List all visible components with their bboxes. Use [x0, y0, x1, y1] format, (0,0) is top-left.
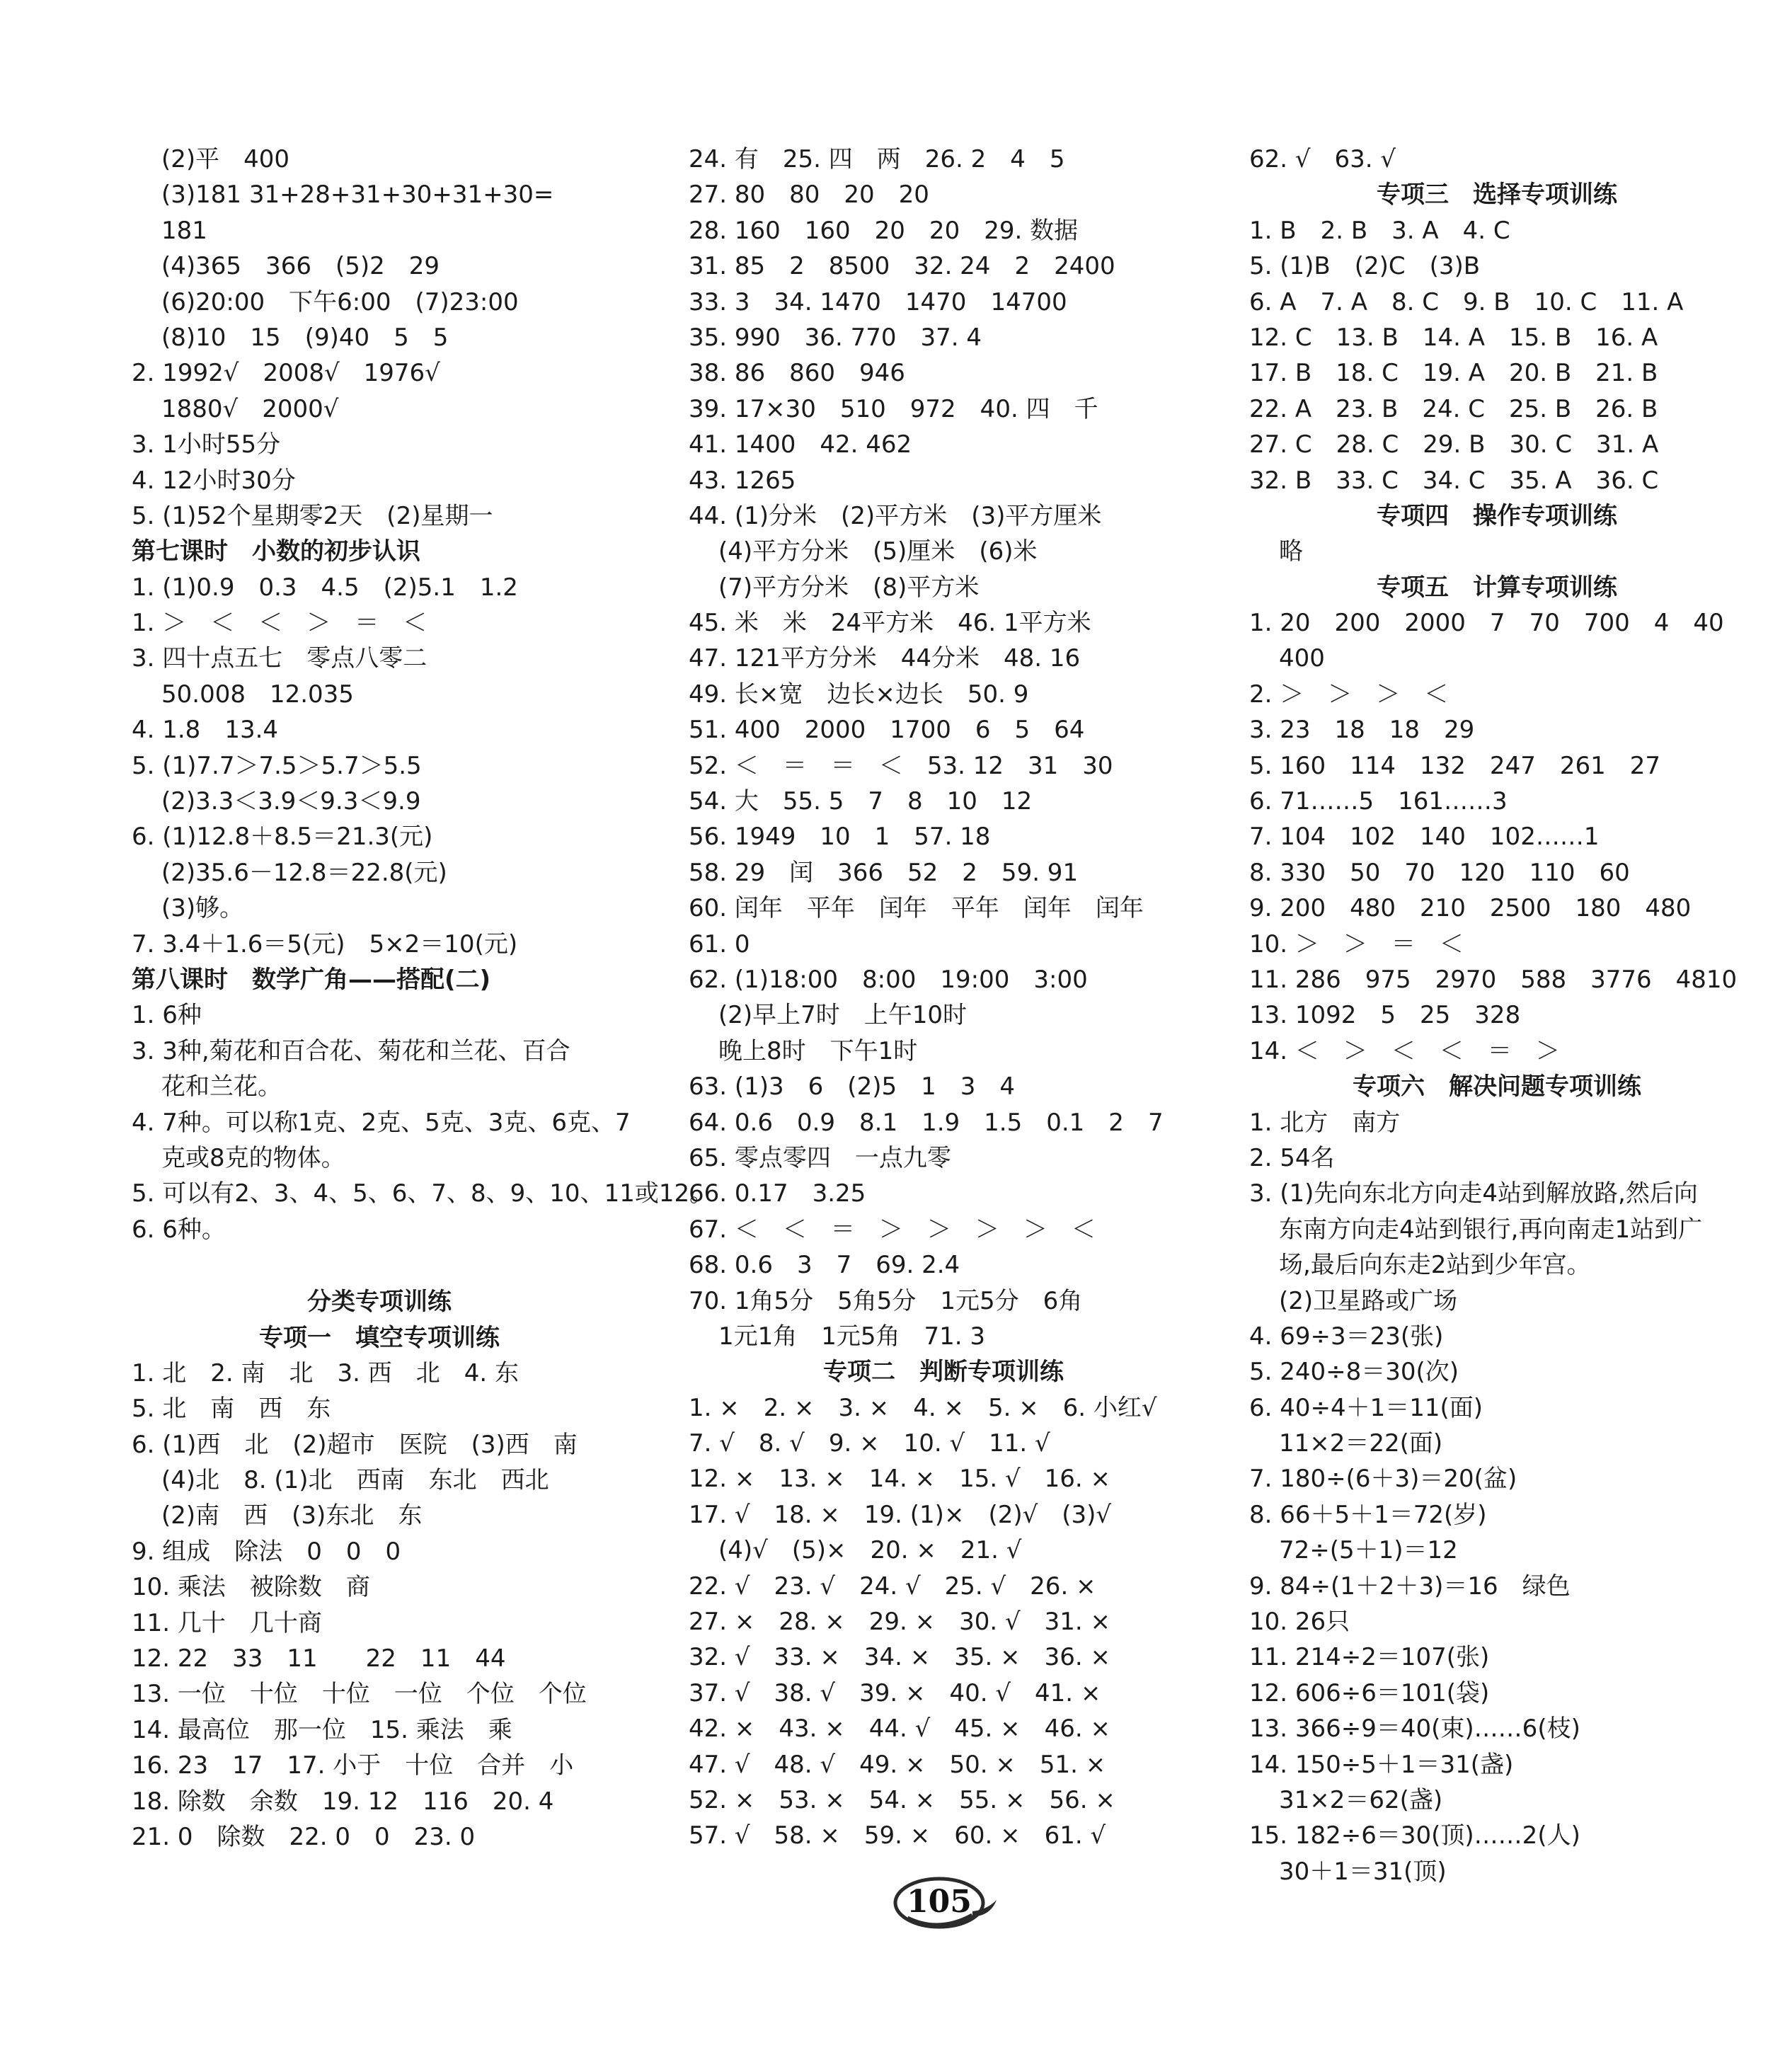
answer-line: 32. √ 33. × 34. × 35. × 36. ×: [689, 1643, 1111, 1672]
answer-line: 7. 180÷(6＋3)＝20(盆): [1249, 1465, 1517, 1494]
answer-line: 62. √ 63. √: [1249, 145, 1396, 173]
answer-line: 15. 182÷6＝30(顶)……2(人): [1249, 1821, 1580, 1850]
answer-column-1: [132, 142, 714, 1855]
answer-line: 37. √ 38. √ 39. × 40. √ 41. ×: [689, 1678, 1101, 1707]
answer-line: 3. 3种,菊花和百合花、菊花和兰花、百合: [132, 1036, 570, 1065]
answer-line: 39. 17×30 510 972 40. 四 千: [689, 394, 1098, 423]
answer-line: (6)20:00 下午6:00 (7)23:00: [161, 287, 519, 316]
answer-line: 10. ＞ ＞ ＝ ＜: [1249, 929, 1464, 958]
answer-line: 11. 几十 几十商: [132, 1608, 322, 1637]
answer-line: 72÷(5＋1)＝12: [1279, 1536, 1458, 1565]
answer-line: 1. 20 200 2000 7 70 700 4 40: [1249, 609, 1724, 638]
lesson-heading: 第七课时 小数的初步认识: [132, 537, 420, 566]
answer-line: 32. B 33. C 34. C 35. A 36. C: [1249, 466, 1659, 495]
answer-line: 9. 84÷(1＋2＋3)＝16 绿色: [1249, 1572, 1571, 1601]
answer-line: 14. ＜ ＞ ＜ ＜ ＝ ＞: [1249, 1036, 1560, 1065]
answer-line: 62. (1)18:00 8:00 19:00 3:00: [689, 965, 1088, 994]
answer-line: 晚上8时 下午1时: [718, 1036, 918, 1065]
answer-line: 31. 85 2 8500 32. 24 2 2400: [689, 252, 1115, 281]
answer-line: 68. 0.6 3 7 69. 2.4: [689, 1251, 960, 1280]
answer-line: 9. 200 480 210 2500 180 480: [1249, 894, 1692, 923]
answer-line: 57. √ 58. × 59. × 60. × 61. √: [689, 1821, 1106, 1850]
answer-line: 41. 1400 42. 462: [689, 430, 912, 459]
answer-line: 17. B 18. C 19. A 20. B 21. B: [1249, 359, 1658, 388]
answer-line: 11×2＝22(面): [1279, 1429, 1443, 1458]
answer-column-2: [689, 142, 1198, 1854]
answer-line: 31×2＝62(盏): [1279, 1785, 1443, 1814]
answer-line: 略: [1279, 537, 1303, 566]
answer-line: 3. 23 18 18 29: [1249, 716, 1475, 745]
answer-line: 64. 0.6 0.9 8.1 1.9 1.5 0.1 2 7: [689, 1108, 1164, 1137]
answer-line: 12. 606÷6＝101(袋): [1249, 1678, 1490, 1707]
answer-line: 30＋1＝31(顶): [1279, 1857, 1447, 1886]
answer-line: 22. √ 23. √ 24. √ 25. √ 26. ×: [689, 1572, 1096, 1601]
answer-line: 10. 26只: [1249, 1608, 1350, 1637]
answer-line: 58. 29 闰 366 52 2 59. 91: [689, 858, 1079, 887]
answer-line: 东南方向走4站到银行,再向南走1站到广: [1279, 1215, 1703, 1244]
answer-line: 1. × 2. × 3. × 4. × 5. × 6. 小红√: [689, 1393, 1157, 1422]
answer-line: 60. 闰年 平年 闰年 平年 闰年 闰年: [689, 894, 1144, 923]
section-heading: 专项六 解决问题专项训练: [1353, 1072, 1641, 1101]
answer-line: 47. √ 48. √ 49. × 50. × 51. ×: [689, 1750, 1106, 1779]
answer-line: (2)南 西 (3)东北 东: [161, 1501, 423, 1530]
answer-line: 8. 66＋5＋1＝72(岁): [1249, 1500, 1487, 1529]
answer-line: 18. 除数 余数 19. 12 116 20. 4: [132, 1787, 554, 1816]
answer-line: 7. √ 8. √ 9. × 10. √ 11. √: [689, 1429, 1050, 1458]
answer-line: 50.008 12.035: [161, 680, 354, 709]
answer-line: (4)平方分米 (5)厘米 (6)米: [718, 537, 1038, 566]
answer-line: 27. × 28. × 29. × 30. √ 31. ×: [689, 1608, 1111, 1637]
section-heading: 专项四 操作专项训练: [1377, 501, 1617, 530]
answer-line: (3)够。: [161, 894, 244, 923]
answer-line: 11. 214÷2＝107(张): [1249, 1643, 1490, 1672]
answer-line: 3. 四十点五七 零点八零二: [132, 644, 427, 673]
answer-line: 28. 160 160 20 20 29. 数据: [689, 216, 1079, 245]
answer-line: 45. 米 米 24平方米 46. 1平方米: [689, 609, 1091, 638]
answer-line: 22. A 23. B 24. C 25. B 26. B: [1249, 394, 1658, 423]
answer-line: (2)3.3＜3.9＜9.3＜9.9: [161, 787, 421, 816]
answer-line: 13. 366÷9＝40(束)……6(枝): [1249, 1715, 1580, 1744]
answer-line: 1元1角 1元5角 71. 3: [718, 1322, 986, 1351]
answer-line: 14. 最高位 那一位 15. 乘法 乘: [132, 1715, 512, 1744]
answer-line: (4)365 366 (5)2 29: [161, 252, 440, 281]
lesson-heading: 第八课时 数学广角——搭配(二): [132, 965, 491, 994]
answer-line: 16. 23 17 17. 小于 十位 合并 小: [132, 1751, 574, 1780]
answer-line: 5. (1)7.7＞7.5＞5.7＞5.5: [132, 751, 422, 780]
answer-line: 33. 3 34. 1470 1470 14700: [689, 287, 1067, 316]
section-heading: 专项五 计算专项训练: [1377, 573, 1617, 602]
answer-line: 27. C 28. C 29. B 30. C 31. A: [1249, 430, 1659, 459]
answer-line: 6. (1)12.8＋8.5＝21.3(元): [132, 823, 433, 852]
answer-line: (2)35.6－12.8＝22.8(元): [161, 858, 447, 887]
answer-line: 1. 北方 南方: [1249, 1108, 1401, 1137]
answer-line: 4. 69÷3＝23(张): [1249, 1322, 1444, 1351]
answer-line: (2)卫星路或广场: [1279, 1286, 1458, 1315]
answer-line: 11. 286 975 2970 588 3776 4810: [1249, 965, 1738, 994]
answer-line: 2. 1992√ 2008√ 1976√: [132, 359, 440, 388]
answer-line: 49. 长×宽 边长×边长 50. 9: [689, 680, 1029, 709]
answer-line: 12. 22 33 11 22 11 44: [132, 1644, 506, 1673]
answer-line: 2. ＞ ＞ ＞ ＜: [1249, 680, 1449, 709]
answer-line: 8. 330 50 70 120 110 60: [1249, 858, 1630, 887]
answer-line: 24. 有 25. 四 两 26. 2 4 5: [689, 145, 1065, 173]
page-number: 105: [907, 1884, 972, 1920]
answer-line: 1. B 2. B 3. A 4. C: [1249, 216, 1510, 245]
answer-line: 4. 12小时30分: [132, 466, 296, 495]
answer-line: 52. ＜ ＝ ＝ ＜ 53. 12 31 30: [689, 751, 1113, 780]
answer-line: 6. 71……5 161……3: [1249, 787, 1508, 816]
answer-line: 27. 80 80 20 20: [689, 181, 929, 210]
answer-line: 6. 40÷4＋1＝11(面): [1249, 1393, 1483, 1422]
answer-line: 17. √ 18. × 19. (1)× (2)√ (3)√: [689, 1500, 1112, 1529]
answer-line: 7. 104 102 140 102……1: [1249, 823, 1600, 852]
answer-line: 47. 121平方分米 44分米 48. 16: [689, 644, 1081, 673]
answer-line: 44. (1)分米 (2)平方米 (3)平方厘米: [689, 501, 1102, 530]
section-heading: 专项三 选择专项训练: [1377, 181, 1617, 210]
answer-line: 1. ＞ ＜ ＜ ＞ ＝ ＜: [132, 609, 427, 638]
answer-line: 花和兰花。: [161, 1072, 282, 1101]
answer-line: 67. ＜ ＜ ＝ ＞ ＞ ＞ ＞ ＜: [689, 1215, 1096, 1244]
answer-line: 3. (1)先向东北方向走4站到解放路,然后向: [1249, 1179, 1698, 1208]
answer-line: 12. C 13. B 14. A 15. B 16. A: [1249, 323, 1658, 352]
answer-line: 400: [1279, 644, 1325, 673]
answer-line: 51. 400 2000 1700 6 5 64: [689, 716, 1085, 745]
answer-line: 5. 240÷8＝30(次): [1249, 1358, 1459, 1387]
answer-line: 63. (1)3 6 (2)5 1 3 4: [689, 1072, 1015, 1101]
answer-line: 6. A 7. A 8. C 9. B 10. C 11. A: [1249, 287, 1684, 316]
spacer: [132, 1247, 627, 1284]
answer-line: 38. 86 860 946: [689, 359, 905, 388]
answer-line: 克或8克的物体。: [161, 1143, 345, 1172]
answer-line: (3)181 31+28+31+30+31+30=: [161, 181, 554, 210]
answer-line: 场,最后向东走2站到少年宫。: [1279, 1251, 1591, 1280]
section-heading: 专项二 判断专项训练: [823, 1358, 1064, 1387]
answer-line: 1. (1)0.9 0.3 4.5 (2)5.1 1.2: [132, 573, 518, 602]
answer-line: (2)平 400: [161, 145, 290, 173]
answer-line: 21. 0 除数 22. 0 0 23. 0: [132, 1822, 476, 1851]
answer-line: (4)√ (5)× 20. × 21. √: [718, 1536, 1022, 1565]
answer-line: 13. 一位 十位 十位 一位 个位 个位: [132, 1680, 587, 1709]
answer-line: 10. 乘法 被除数 商: [132, 1573, 370, 1602]
answer-line: 1. 北 2. 南 北 3. 西 北 4. 东: [132, 1358, 519, 1387]
page-number-badge: [893, 1874, 999, 1930]
answer-line: 6. 6种。: [132, 1215, 226, 1244]
answer-line: 4. 1.8 13.4: [132, 716, 279, 745]
answer-line: (4)北 8. (1)北 西南 东北 西北: [161, 1466, 549, 1495]
answer-line: 56. 1949 10 1 57. 18: [689, 823, 991, 852]
answer-line: 12. × 13. × 14. × 15. √ 16. ×: [689, 1465, 1111, 1494]
answer-line: 1. 6种: [132, 1001, 202, 1030]
answer-line: 5. (1)B (2)C (3)B: [1249, 252, 1481, 281]
answer-line: 43. 1265: [689, 466, 796, 495]
answer-column-3: [1249, 142, 1745, 1889]
answer-line: 35. 990 36. 770 37. 4: [689, 323, 982, 352]
answer-line: 5. 可以有2、3、4、5、6、7、8、9、10、11或12。: [132, 1179, 714, 1208]
answer-line: 52. × 53. × 54. × 55. × 56. ×: [689, 1785, 1115, 1814]
section-title: 分类专项训练: [307, 1288, 452, 1317]
answer-line: 5. (1)52个星期零2天 (2)星期一: [132, 501, 493, 530]
answer-line: 7. 3.4＋1.6＝5(元) 5×2＝10(元): [132, 929, 518, 958]
answer-line: 2. 54名: [1249, 1143, 1335, 1172]
answer-line: 66. 0.17 3.25: [689, 1179, 866, 1208]
answer-line: 14. 150÷5＋1＝31(盏): [1249, 1750, 1514, 1779]
answer-line: 42. × 43. × 44. √ 45. × 46. ×: [689, 1715, 1111, 1744]
answer-line: 61. 0: [689, 929, 750, 958]
answer-line: (7)平方分米 (8)平方米: [718, 573, 980, 602]
answer-line: 6. (1)西 北 (2)超市 医院 (3)西 南: [132, 1430, 578, 1459]
answer-line: 65. 零点零四 一点九零: [689, 1143, 951, 1172]
answer-line: 5. 北 南 西 东: [132, 1395, 331, 1424]
answer-line: (8)10 15 (9)40 5 5: [161, 323, 449, 352]
answer-line: 5. 160 114 132 247 261 27: [1249, 751, 1660, 780]
answer-line: (2)早上7时 上午10时: [718, 1001, 968, 1030]
section-heading: 专项一 填空专项训练: [259, 1323, 500, 1352]
answer-line: 13. 1092 5 25 328: [1249, 1001, 1521, 1030]
answer-line: 1880√ 2000√: [161, 394, 339, 423]
answer-line: 54. 大 55. 5 7 8 10 12: [689, 787, 1033, 816]
answer-line: 70. 1角5分 5角5分 1元5分 6角: [689, 1286, 1083, 1315]
answer-line: 9. 组成 除法 0 0 0: [132, 1537, 401, 1566]
answer-line: 4. 7种。可以称1克、2克、5克、3克、6克、7: [132, 1108, 631, 1137]
answer-line: 3. 1小时55分: [132, 430, 281, 459]
answer-line: 181: [161, 216, 207, 245]
